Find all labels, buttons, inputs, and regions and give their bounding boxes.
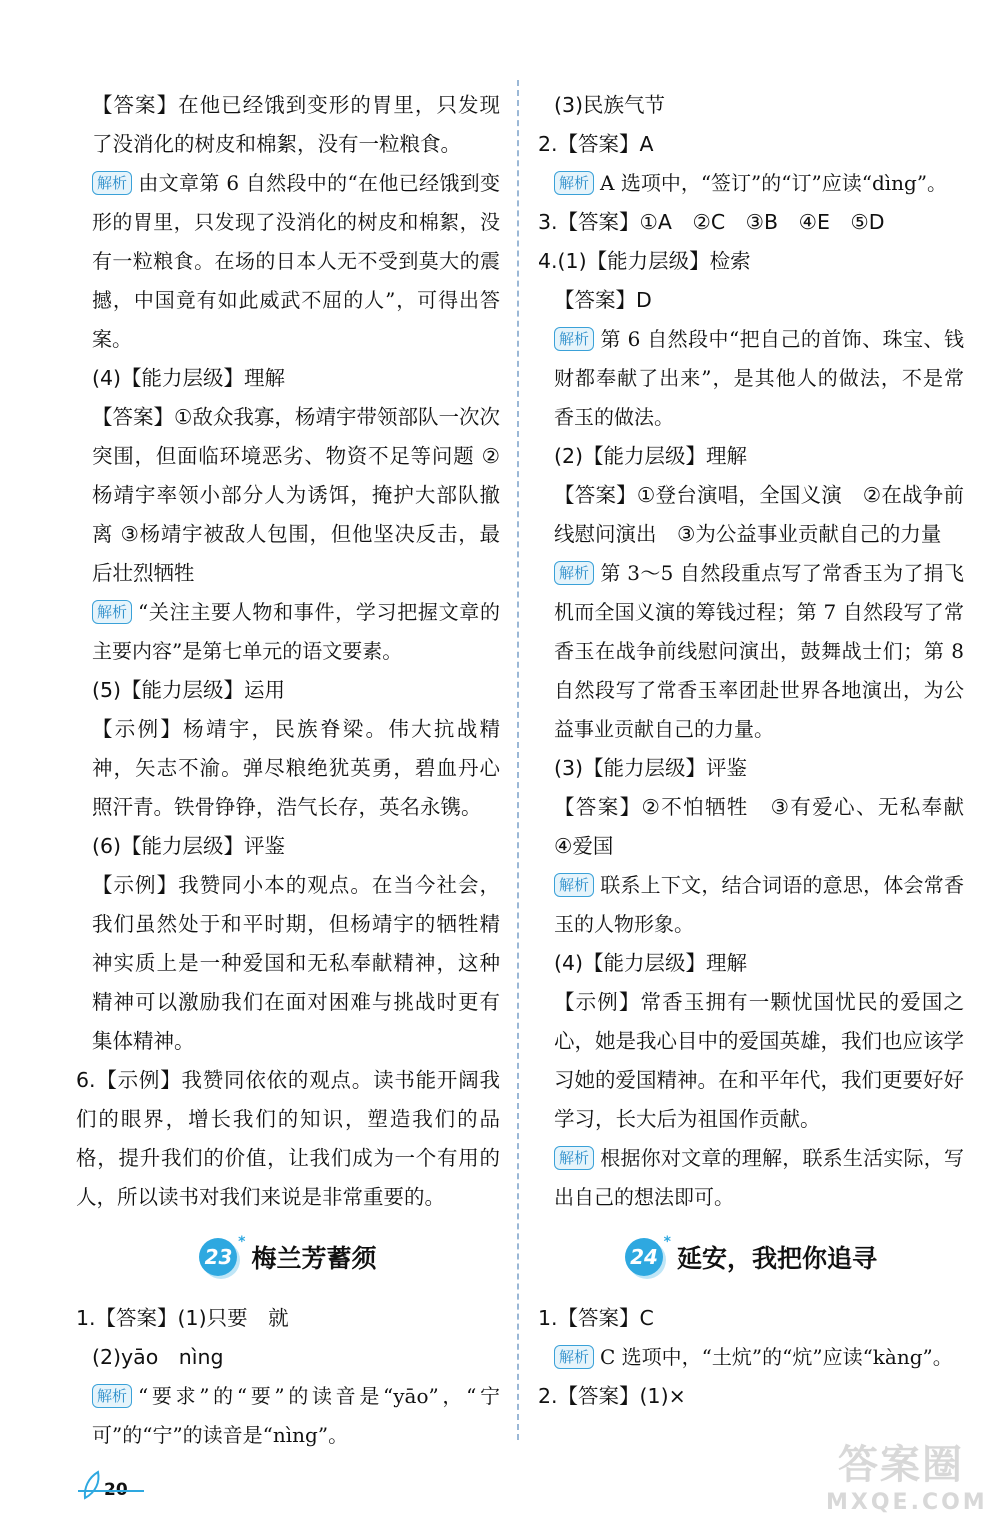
left-column bbox=[76, 86, 500, 1455]
ability-level: (4)【能力层级】理解 bbox=[92, 366, 286, 390]
explanation-text: “要求”的“要”的读音是“yāo”，“宁可”的“宁”的读音是“nìng”。 bbox=[92, 1384, 500, 1447]
ability-level: (3)【能力层级】评鉴 bbox=[554, 756, 748, 780]
analysis-tag: 解析 bbox=[554, 561, 594, 585]
explanation bbox=[538, 866, 964, 944]
answer-text: 【答案】在他已经饿到变形的胃里，只发现了没消化的树皮和棉絮，没有一粒粮食。 bbox=[92, 93, 500, 156]
explanation bbox=[538, 1338, 964, 1377]
lesson-heading bbox=[76, 1221, 500, 1293]
lesson-number-badge: 24 * bbox=[625, 1238, 663, 1276]
watermark-main: 答案圈 bbox=[838, 1442, 964, 1488]
ability-level: (5)【能力层级】运用 bbox=[92, 678, 286, 702]
question-6-example: 6.【示例】我赞同依依的观点。读书能开阔我们的眼界，增长我们的知识，塑造我们的品格，提升我们的价值，让我们成为一个有用的人，所以读书对我们来说是非常重要的。 bbox=[76, 1068, 500, 1209]
answer-text: 【答案】①敌众我寡，杨靖宇带领部队一次次突围，但面临环境恶劣、物资不足等问题 ②杨靖宇率领小部分人为诱饵，掩护大部队撤离 ③杨靖宇被敌人包围，但他坚决反击，最后壮烈牺牲 bbox=[92, 405, 500, 585]
lesson-number-badge: 23 * bbox=[199, 1238, 237, 1276]
ability-level: (6)【能力层级】评鉴 bbox=[92, 834, 286, 858]
page-underline bbox=[78, 1490, 144, 1492]
ability-level: (2)【能力层级】理解 bbox=[554, 444, 748, 468]
lesson-heading bbox=[538, 1221, 964, 1293]
answer-text: 2.【答案】A bbox=[538, 132, 654, 156]
explanation-text: 第 3～5 自然段重点写了常香玉为了捐飞机而全国义演的筹钱过程；第 7 自然段写了常香玉在战争前线慰问演出，鼓舞战士们；第 8 自然段写了常香玉率团赴世界各地演出，为公益事业贡献自己的力量。 bbox=[554, 561, 964, 741]
ability-level: (4)【能力层级】理解 bbox=[554, 951, 748, 975]
explanation-text: 第 6 自然段中“把自己的首饰、珠宝、钱财都奉献了出来”，是其他人的做法，不是常香玉的做法。 bbox=[554, 327, 964, 429]
watermark-sub: MXQE.COM bbox=[826, 1490, 988, 1515]
explanation-text: “关注主要人物和事件，学习把握文章的主要内容”是第七单元的语文要素。 bbox=[92, 600, 500, 663]
analysis-tag: 解析 bbox=[554, 1146, 594, 1170]
analysis-tag: 解析 bbox=[554, 1345, 594, 1369]
explanation bbox=[538, 320, 964, 437]
answer-text: 【答案】D bbox=[554, 288, 652, 312]
answer-text: 3.【答案】①A ②C ③B ④E ⑤D bbox=[538, 210, 885, 234]
explanation bbox=[76, 1377, 500, 1455]
right-column bbox=[538, 86, 985, 1416]
ability-level: 4.(1)【能力层级】检索 bbox=[538, 249, 751, 273]
example-text: 【示例】杨靖宇，民族脊梁。伟大抗战精神，矢志不渝。弹尽粮绝犹英勇，碧血丹心照汗青。铁骨铮铮，浩气长存，英名永镌。 bbox=[92, 717, 500, 819]
analysis-tag: 解析 bbox=[554, 873, 594, 897]
leaf-icon bbox=[82, 1470, 102, 1500]
page-number bbox=[82, 1470, 128, 1500]
analysis-tag: 解析 bbox=[554, 171, 594, 195]
example-text: 【示例】我赞同小本的观点。在当今社会，我们虽然处于和平时期，但杨靖宇的牺牲精神实质上是一种爱国和无私奉献精神，这种精神可以激励我们在面对困难与挑战时更有集体精神。 bbox=[92, 873, 500, 1053]
lesson-title: 梅兰芳蓄须 bbox=[251, 1244, 377, 1273]
explanation bbox=[76, 164, 500, 359]
analysis-tag: 解析 bbox=[92, 1384, 132, 1408]
page-number-text: 20 bbox=[104, 1480, 128, 1500]
explanation bbox=[76, 593, 500, 671]
explanation-text: 根据你对文章的理解，联系生活实际，写出自己的想法即可。 bbox=[554, 1146, 964, 1209]
answer-text: 2.【答案】(1)× bbox=[538, 1384, 686, 1408]
answer-text: 1.【答案】C bbox=[538, 1306, 654, 1330]
lesson-title: 延安，我把你追寻 bbox=[676, 1244, 877, 1273]
explanation-text: A 选项中，“签订”的“订”应读“dìng”。 bbox=[600, 171, 948, 195]
explanation bbox=[538, 164, 964, 203]
answer-text: 1.【答案】(1)只要 就 bbox=[76, 1306, 289, 1330]
answer-text: (2)yāo nìng bbox=[92, 1345, 224, 1369]
explanation bbox=[538, 554, 964, 749]
answer-text: 【答案】②不怕牺牲 ③有爱心、无私奉献 ④爱国 bbox=[554, 795, 985, 858]
answer-text: 【答案】①登台演唱，全国义演 ②在战争前线慰问演出 ③为公益事业贡献自己的力量 bbox=[554, 483, 964, 546]
analysis-tag: 解析 bbox=[92, 171, 132, 195]
explanation bbox=[538, 1139, 964, 1217]
explanation-text: 由文章第 6 自然段中的“在他已经饿到变形的胃里，只发现了没消化的树皮和棉絮，没有一粒粮食。在场的日本人无不受到莫大的震撼，中国竟有如此威武不屈的人”，可得出答案。 bbox=[92, 171, 500, 351]
explanation-text: 联系上下文，结合词语的意思，体会常香玉的人物形象。 bbox=[554, 873, 964, 936]
answer-text: (3)民族气节 bbox=[554, 93, 666, 117]
column-divider bbox=[517, 80, 519, 1440]
analysis-tag: 解析 bbox=[92, 600, 132, 624]
explanation-text: C 选项中，“土炕”的“炕”应读“kàng”。 bbox=[600, 1345, 953, 1369]
analysis-tag: 解析 bbox=[554, 327, 594, 351]
watermark bbox=[826, 1440, 988, 1530]
example-text: 【示例】常香玉拥有一颗忧国忧民的爱国之心，她是我心目中的爱国英雄，我们也应该学习她的爱国精神。在和平年代，我们更要好好学习，长大后为祖国作贡献。 bbox=[554, 990, 964, 1131]
